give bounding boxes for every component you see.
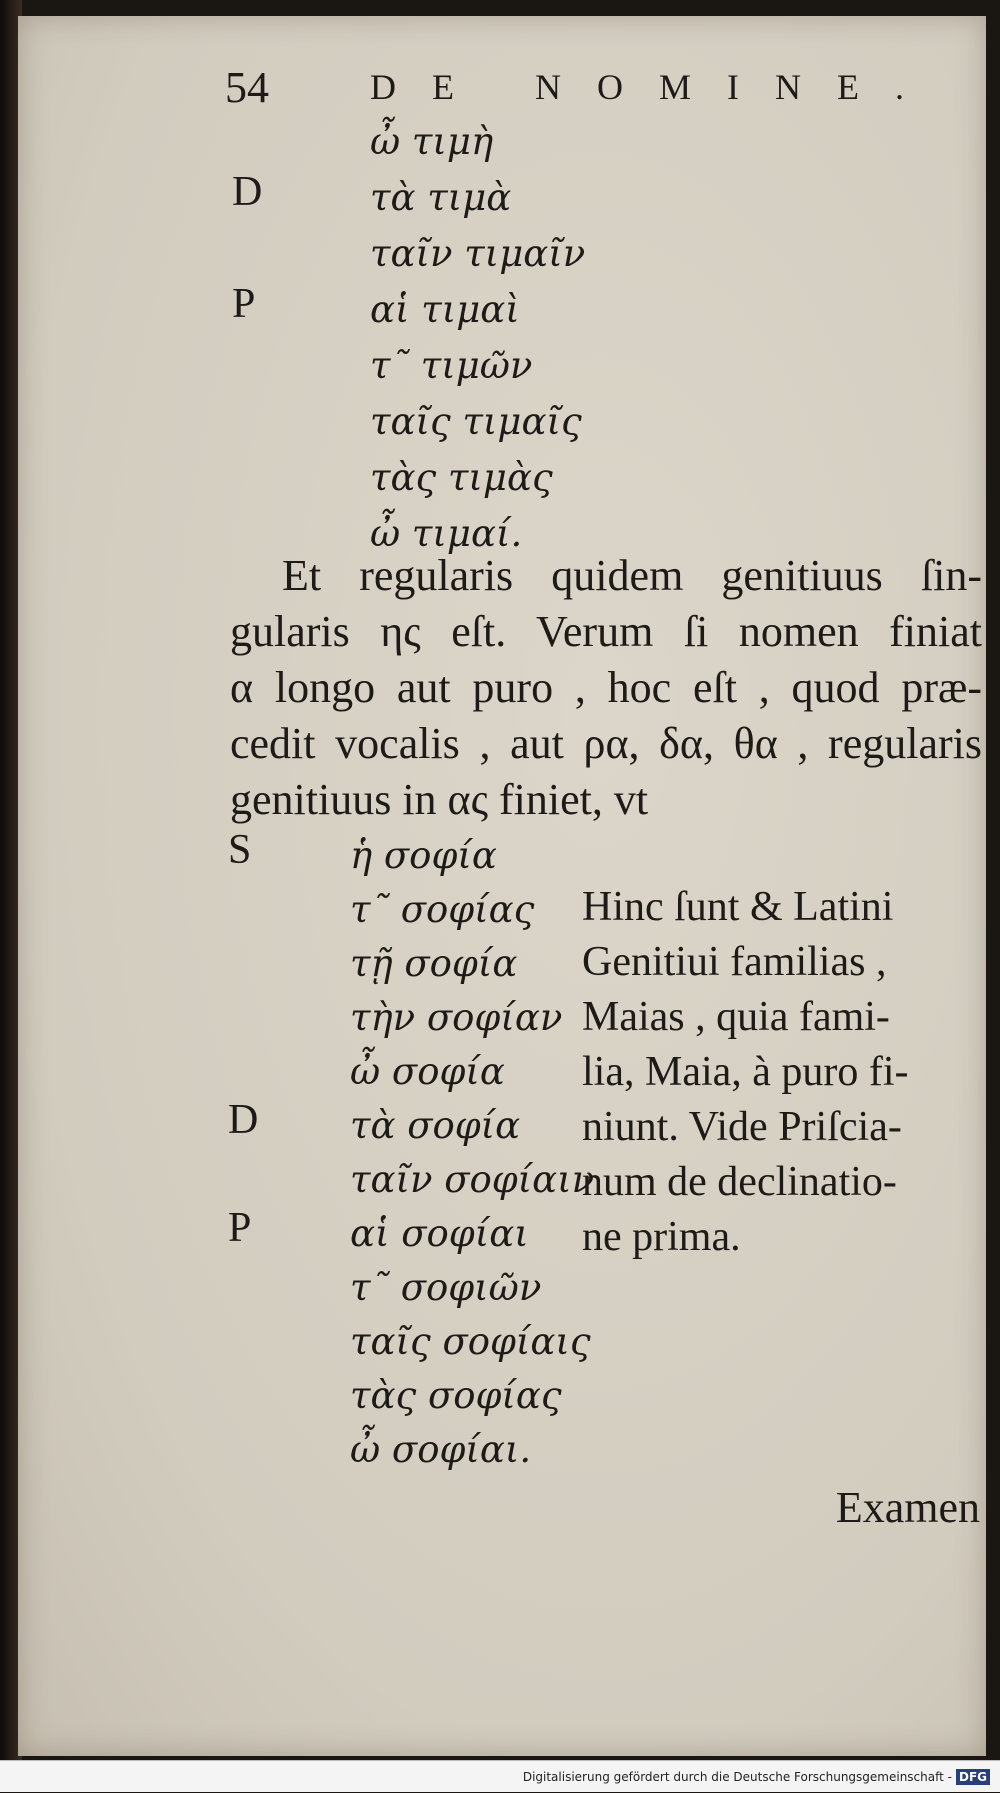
side-note xyxy=(582,880,982,1265)
paragraph-line: cedit vocalis , aut ρα, δα, θα , regularis xyxy=(230,719,982,768)
side-note-line: num de declinatio- xyxy=(582,1159,897,1205)
declension-form: ταῖς σοφίαις xyxy=(350,1320,591,1363)
side-note-line: Genitiui familias , xyxy=(582,939,887,985)
case-marker-plural: P xyxy=(228,1205,252,1251)
case-marker-dual: D xyxy=(232,169,263,215)
side-note-line: lia, Maia, à puro fi- xyxy=(582,1049,909,1095)
digitization-footer xyxy=(0,1760,1000,1792)
side-note-line: Maias , quia fami- xyxy=(582,994,890,1040)
declension-form: τὴν σοφίαν xyxy=(350,996,563,1039)
catchword: Examen xyxy=(835,1483,980,1532)
case-marker-plural: P xyxy=(232,281,256,327)
declension-form: ταῖν τιμαῖν xyxy=(370,232,586,275)
paragraph-line: Et regularis quidem genitiuus ſin- xyxy=(282,551,982,600)
declension-form: τὰ τιμὰ xyxy=(370,176,512,219)
dfg-logo: DFG xyxy=(956,1769,990,1785)
declension-form: ταῖς τιμαῖς xyxy=(370,400,582,443)
declension-form: τ῀ σοφίας xyxy=(350,888,535,931)
declension-form: ὦ τιμὴ xyxy=(370,120,494,163)
paragraph-line: α longo aut puro , hoc eſt , quod præ- xyxy=(230,663,982,712)
declension-form: τὰς σοφίας xyxy=(350,1374,562,1417)
running-title: DE NOMINE. xyxy=(370,67,940,107)
case-marker-singular: S xyxy=(228,827,252,873)
paragraph-line: genitiuus in ας finiet, vt xyxy=(230,775,649,824)
page-number: 54 xyxy=(225,63,269,112)
declension-form: ὦ σοφία xyxy=(350,1050,505,1093)
side-note-line: niunt. Vide Priſcia- xyxy=(582,1104,902,1150)
declension-form: τὰ σοφία xyxy=(350,1104,521,1147)
side-note-line: Hinc ſunt & Latini xyxy=(582,884,894,930)
declension-form: τ῀ τιμῶν xyxy=(370,344,533,387)
declension-form: ἡ σοφία xyxy=(350,834,497,877)
declension-form: ὦ σοφίαι. xyxy=(350,1428,532,1471)
declension-form: αἱ σοφίαι xyxy=(350,1212,529,1255)
declension-form: τὰς τιμὰς xyxy=(370,456,553,499)
body-paragraph xyxy=(230,548,982,828)
declension-form: τῇ σοφία xyxy=(350,942,518,985)
declension-form: τ῀ σοφιῶν xyxy=(350,1266,542,1309)
declension-form: ταῖν σοφίαιν xyxy=(350,1158,595,1201)
declension-form: αἱ τιμαὶ xyxy=(370,288,520,331)
footer-text: Digitalisierung gefördert durch die Deutsche Forschungsgemeinschaft - xyxy=(522,1770,952,1784)
side-note-line: ne prima. xyxy=(582,1214,741,1260)
declension-form: ὦ τιμαί. xyxy=(370,512,523,555)
case-marker-dual: D xyxy=(228,1097,259,1143)
paragraph-line: gularis ης eſt. Verum ſi nomen finiat xyxy=(230,607,982,656)
